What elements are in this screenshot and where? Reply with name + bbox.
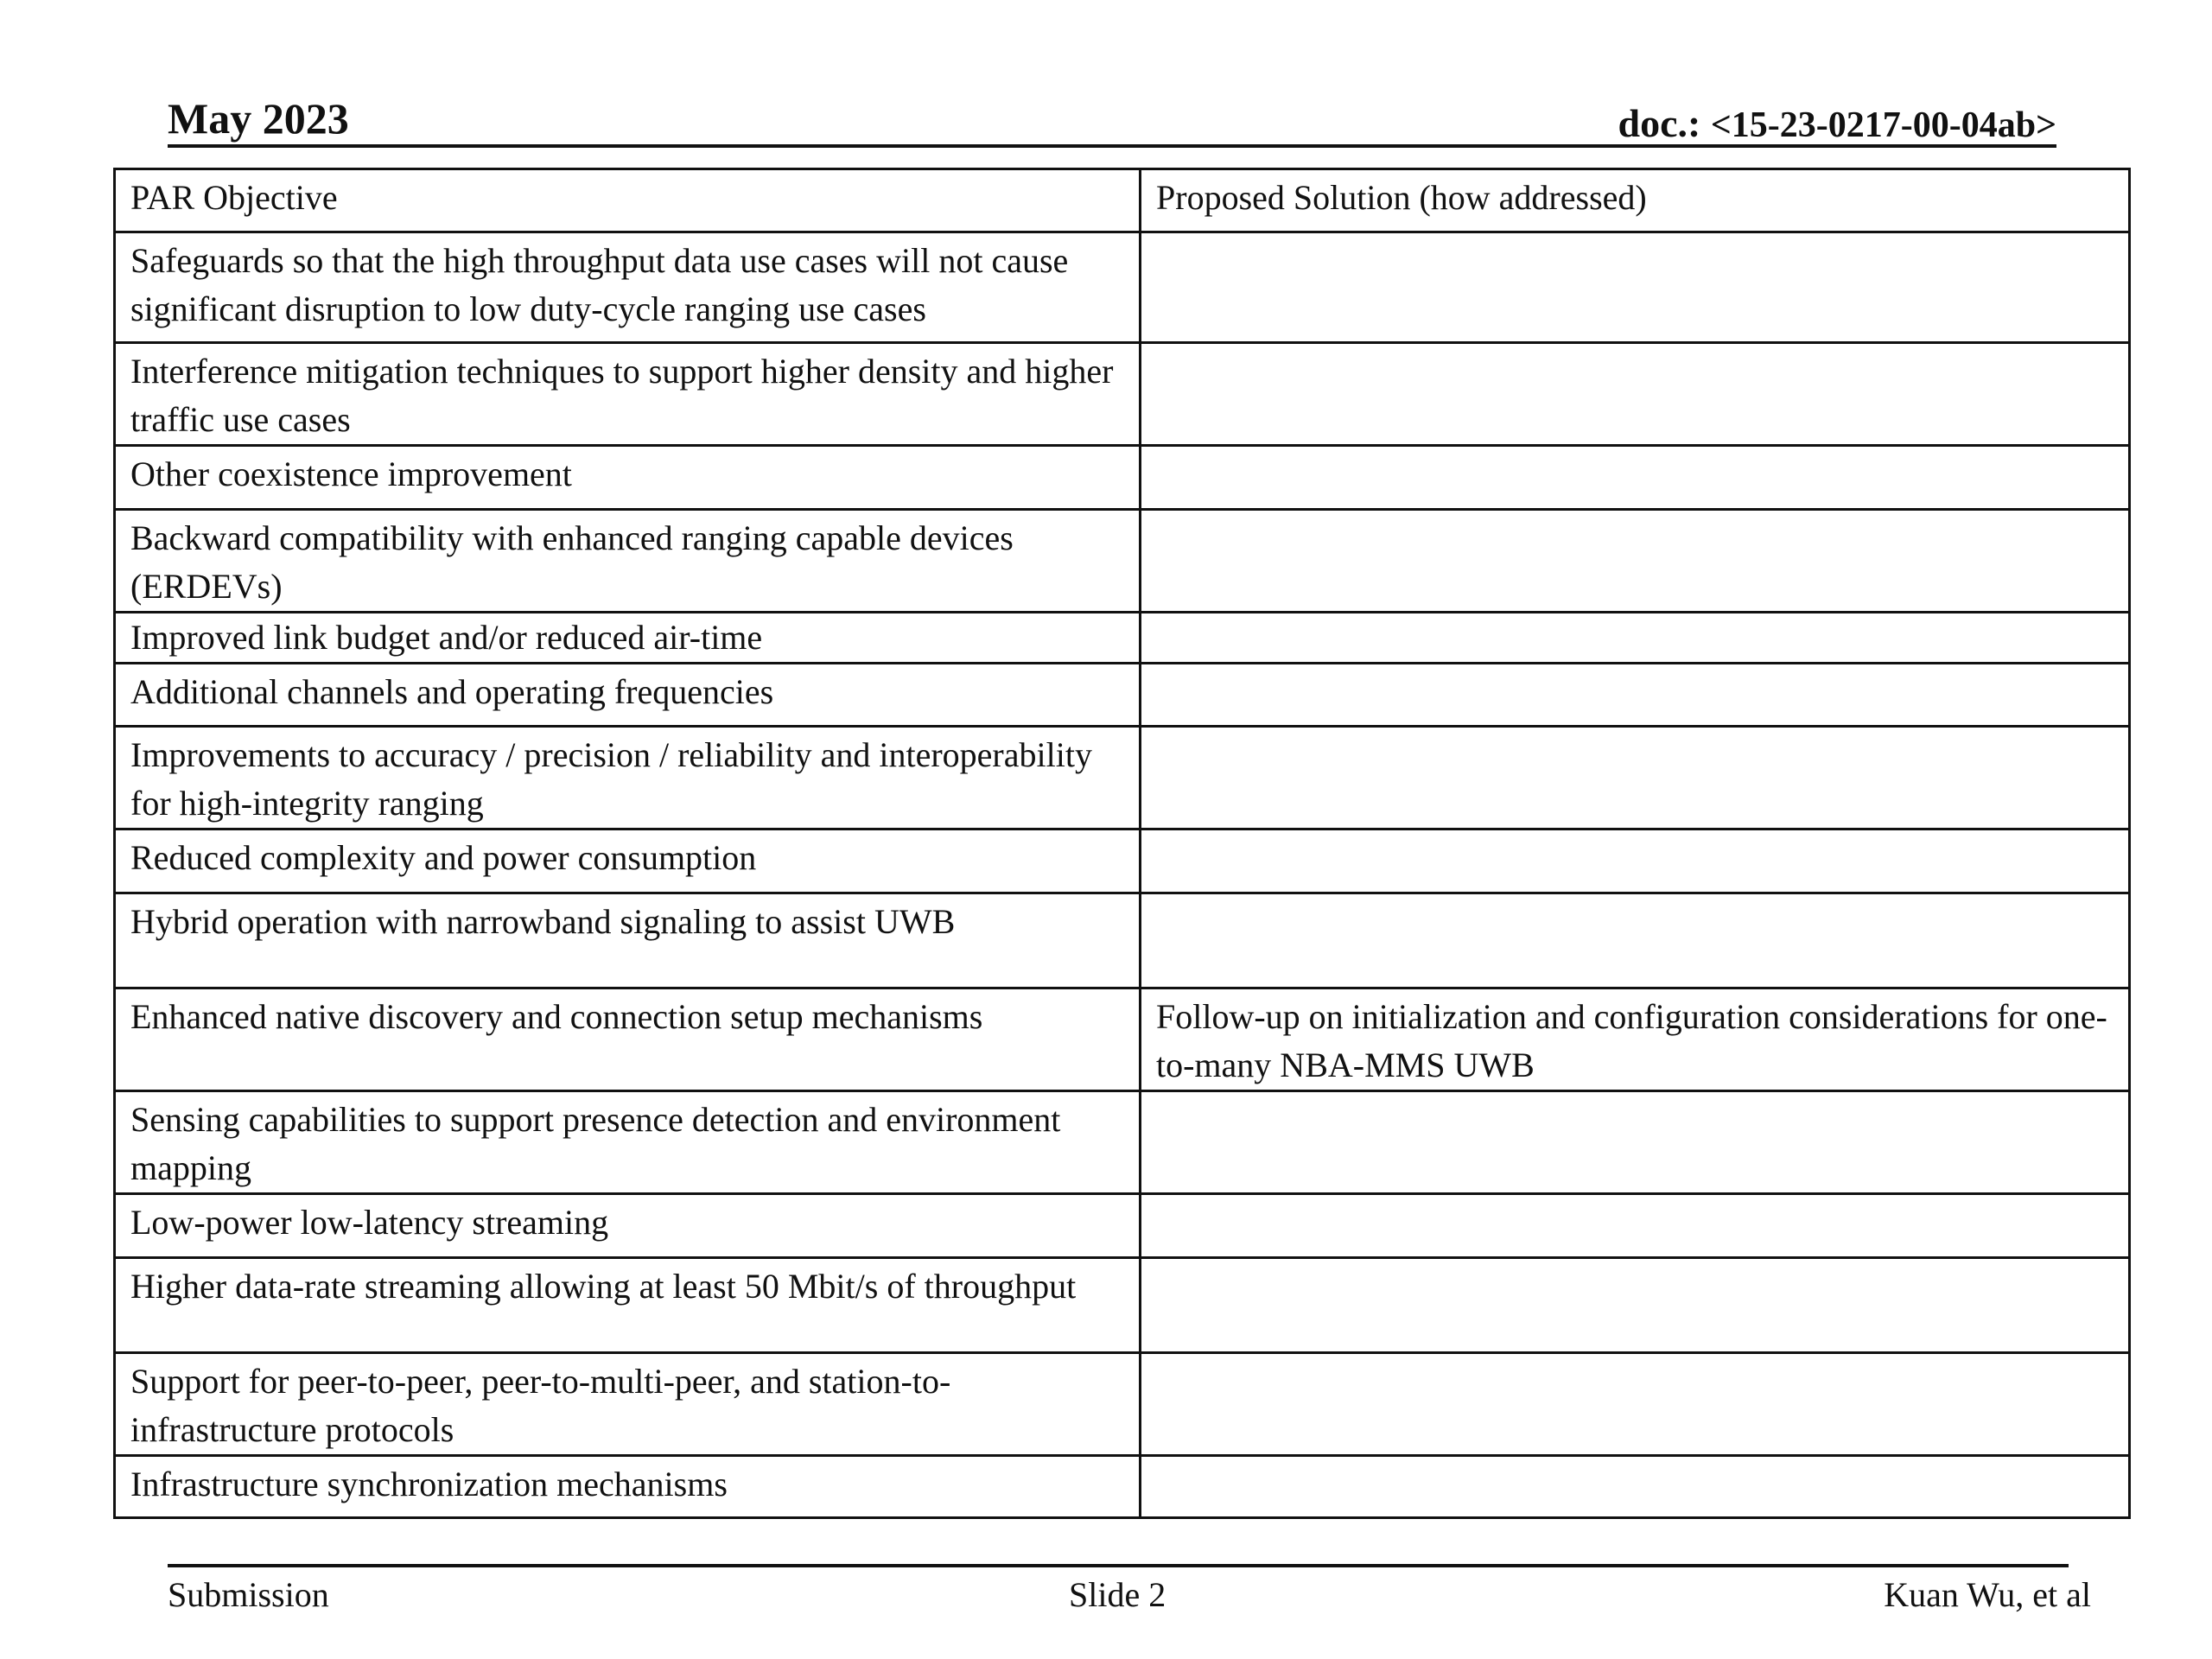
objective-cell: Sensing capabilities to support presence detection and environment mapping	[115, 1091, 1141, 1194]
table-row	[115, 1456, 2130, 1518]
table-row	[115, 988, 2130, 1091]
solution-cell: Follow-up on initialization and configuration considerations for one-to-many NBA-MMS UWB	[1141, 988, 2130, 1091]
solution-cell	[1141, 446, 2130, 510]
objective-cell: Improved link budget and/or reduced air-time	[115, 613, 1141, 664]
table-row	[115, 446, 2130, 510]
footer-rule	[168, 1564, 2069, 1567]
solution-cell	[1141, 613, 2130, 664]
table-row	[115, 232, 2130, 343]
solution-cell	[1141, 830, 2130, 893]
table-row	[115, 1194, 2130, 1258]
table-row	[115, 893, 2130, 988]
column-header-objective: PAR Objective	[115, 169, 1141, 232]
footer-author: Kuan Wu, et al	[1884, 1575, 2091, 1614]
table-row	[115, 1353, 2130, 1456]
solution-cell	[1141, 510, 2130, 613]
footer-submission: Submission	[168, 1575, 329, 1614]
table-row	[115, 510, 2130, 613]
objective-cell: Other coexistence improvement	[115, 446, 1141, 510]
objective-cell: Infrastructure synchronization mechanisms	[115, 1456, 1141, 1518]
objective-cell: Enhanced native discovery and connection setup mechanisms	[115, 988, 1141, 1091]
table-header-row	[115, 169, 2130, 232]
table-row	[115, 1091, 2130, 1194]
table-row	[115, 830, 2130, 893]
table-row	[115, 613, 2130, 664]
footer-slide-number: Slide 2	[1069, 1575, 1166, 1614]
solution-cell	[1141, 727, 2130, 830]
solution-cell	[1141, 1353, 2130, 1456]
doc-prefix: doc.:	[1618, 101, 1701, 145]
header-doc-id	[1618, 100, 2057, 146]
objective-cell: Additional channels and operating frequencies	[115, 664, 1141, 727]
objective-cell: Hybrid operation with narrowband signaling to assist UWB	[115, 893, 1141, 988]
objective-cell: Support for peer-to-peer, peer-to-multi-peer, and station-to-infrastructure protocols	[115, 1353, 1141, 1456]
objective-cell: Low-power low-latency streaming	[115, 1194, 1141, 1258]
par-objective-table	[113, 168, 2131, 1519]
solution-cell	[1141, 664, 2130, 727]
table-row	[115, 1258, 2130, 1353]
objective-cell: Safeguards so that the high throughput data use cases will not cause significant disruption to low duty-cycle ranging use cases	[115, 232, 1141, 343]
objective-cell: Backward compatibility with enhanced ranging capable devices (ERDEVs)	[115, 510, 1141, 613]
objective-cell: Interference mitigation techniques to support higher density and higher traffic use cases	[115, 343, 1141, 446]
table-row	[115, 664, 2130, 727]
column-header-solution: Proposed Solution (how addressed)	[1141, 169, 2130, 232]
solution-cell	[1141, 1194, 2130, 1258]
header-rule	[168, 144, 2056, 148]
objective-cell: Reduced complexity and power consumption	[115, 830, 1141, 893]
solution-cell	[1141, 343, 2130, 446]
solution-cell	[1141, 893, 2130, 988]
objective-cell: Improvements to accuracy / precision / reliability and interoperability for high-integrity ranging	[115, 727, 1141, 830]
table-row	[115, 727, 2130, 830]
table-row	[115, 343, 2130, 446]
header-date: May 2023	[168, 94, 349, 143]
solution-cell	[1141, 1091, 2130, 1194]
solution-cell	[1141, 1258, 2130, 1353]
solution-cell	[1141, 232, 2130, 343]
doc-number: <15-23-0217-00-04ab>	[1710, 105, 2056, 145]
solution-cell	[1141, 1456, 2130, 1518]
objective-cell: Higher data-rate streaming allowing at least 50 Mbit/s of throughput	[115, 1258, 1141, 1353]
